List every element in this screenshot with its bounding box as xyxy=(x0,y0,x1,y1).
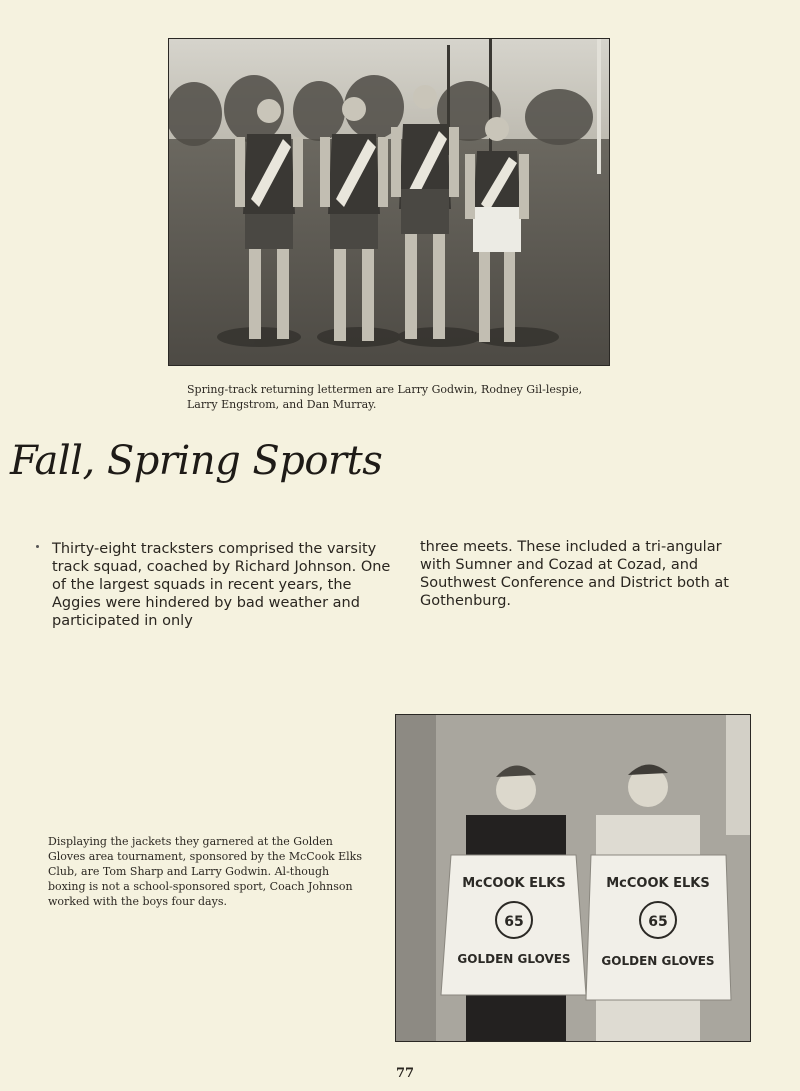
track-team-photo-image xyxy=(169,39,609,365)
boxing-jackets-photo-image xyxy=(396,715,750,1041)
golden-gloves-jacket-left xyxy=(441,855,586,995)
jacket-right-top-text: McCOOK ELKS xyxy=(606,876,710,891)
jacket-right-bottom-text: GOLDEN GLOVES xyxy=(601,954,715,968)
print-mark xyxy=(36,545,39,548)
jacket-right-emblem: 65 xyxy=(648,914,668,930)
track-photo-caption: Spring-track returning lettermen are Larry Godwin, Rodney Gil-lespie, Larry Engstrom, and Dan Murray. xyxy=(187,383,583,411)
golden-gloves-jacket-right xyxy=(586,855,731,1000)
jacket-left-emblem: 65 xyxy=(504,914,524,930)
body-text-right-column: three meets. These included a tri-angular with Sumner and Cozad at Cozad, and Southwest Conference and District both at Gothenburg. xyxy=(420,539,729,609)
boxing-photo-caption: Displaying the jackets they garnered at the Golden Gloves area tournament, sponsored by the McCook Elks Club, are Tom Sharp and Larry Godwin. Al-though boxing is not a school-sponsored sport, Coach Johnson worked with the boys four days. xyxy=(48,835,362,908)
page-title: Fall, Spring Sports xyxy=(10,438,383,484)
boxing-jackets-photo xyxy=(395,714,751,1042)
jacket-left-bottom-text: GOLDEN GLOVES xyxy=(457,952,571,966)
body-text-left-column: Thirty-eight tracksters comprised the varsity track squad, coached by Richard Johnson. One of the largest squads in recent years, the Aggies were hindered by bad weather and participated in only xyxy=(52,541,391,629)
page-number: 77 xyxy=(396,1066,415,1081)
track-team-photo xyxy=(168,38,610,366)
jacket-left-top-text: McCOOK ELKS xyxy=(462,876,566,891)
